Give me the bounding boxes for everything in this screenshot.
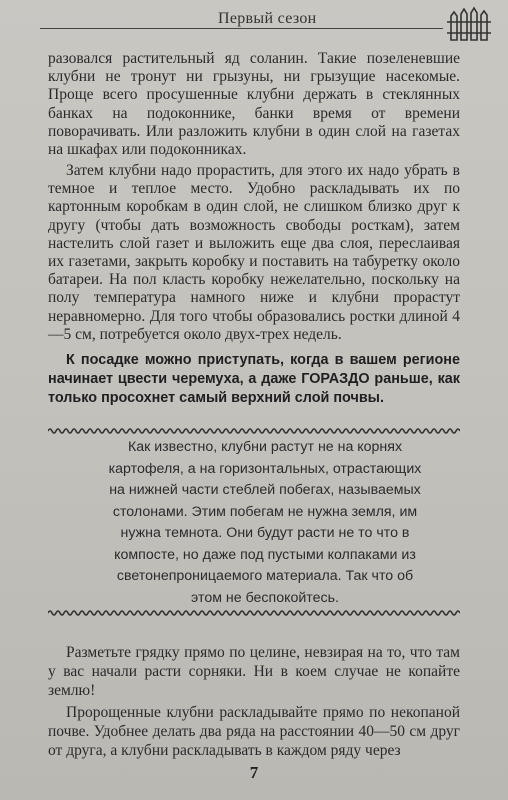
wavy-divider-bottom (48, 608, 460, 618)
paragraph-2-text: Затем клубни надо прорастить, для этого их надо убрать в темное и теплое место. Удобно раскладывать их по картонным коробкам в один слой, не слишком близко друг к другу (чтобы дать возможность свободы росткам), затем настелить слой газет и выложить еще два слоя, переслаивая их газетами, закрыть коробку и поставить на табуретку около батареи. На пол класть коробку нежелательно, поскольку на полу температура намного ниже и клубни прорастут неравномерно. Для того чтобы образовались ростки длиной 4—5 см, потребуется около двух-трех недель. (48, 162, 460, 343)
wavy-divider-top (48, 426, 460, 436)
running-header (40, 6, 495, 38)
paragraph-sprouting (48, 162, 460, 344)
paragraph-bed-marking (48, 643, 460, 700)
sidebar-note-stolons: Как известно, клубни растут не на корнях картофеля, а на горизонтальных, отрастающих на нижней части стеблей побегах, называемых столонами. Этим побегам не нужна земля, им нужна темнота. Они будут расти не то что в компосте, но даже под пустыми колпаками из светонепроницаемого материала. Так что об этом не беспокойтесь. (108, 439, 422, 606)
paragraph-3-text: Разметьте грядку прямо по целине, невзирая на то, что там у вас начали расти сорняки. Ни в коем случае не копайте землю! (48, 644, 460, 699)
paragraph-laying-tubers (48, 703, 460, 760)
paragraph-continued (48, 50, 460, 159)
highlight-planting-time: К посадке можно приступать, когда в вашем регионе начинает цвести черемуха, а даже ГОРАЗДО раньше, как только просохнет самый верхний слой почвы. (48, 352, 460, 406)
chapter-title: Первый сезон (218, 10, 317, 27)
paragraph-4-text: Пророщенные клубни раскладывайте прямо по некопаной почве. Удобнее делать два ряда на расстоянии 40—50 см друг от друга, а клубни раскладывать в каждом ряду через (48, 704, 460, 759)
fence-icon (445, 6, 493, 42)
header-rule (40, 28, 443, 29)
paragraph-1-text: разовался растительный яд соланин. Такие позеленевшие клубни не тронут ни грызуны, ни грызущие насекомые. Проще всего просушенные клубни держать в стеклянных банках на подоконнике, банки время от времени поворачивать. Или разложить клубни в один слой на газетах на шкафах или подоконниках. (48, 50, 460, 159)
page-number: 7 (249, 763, 259, 782)
